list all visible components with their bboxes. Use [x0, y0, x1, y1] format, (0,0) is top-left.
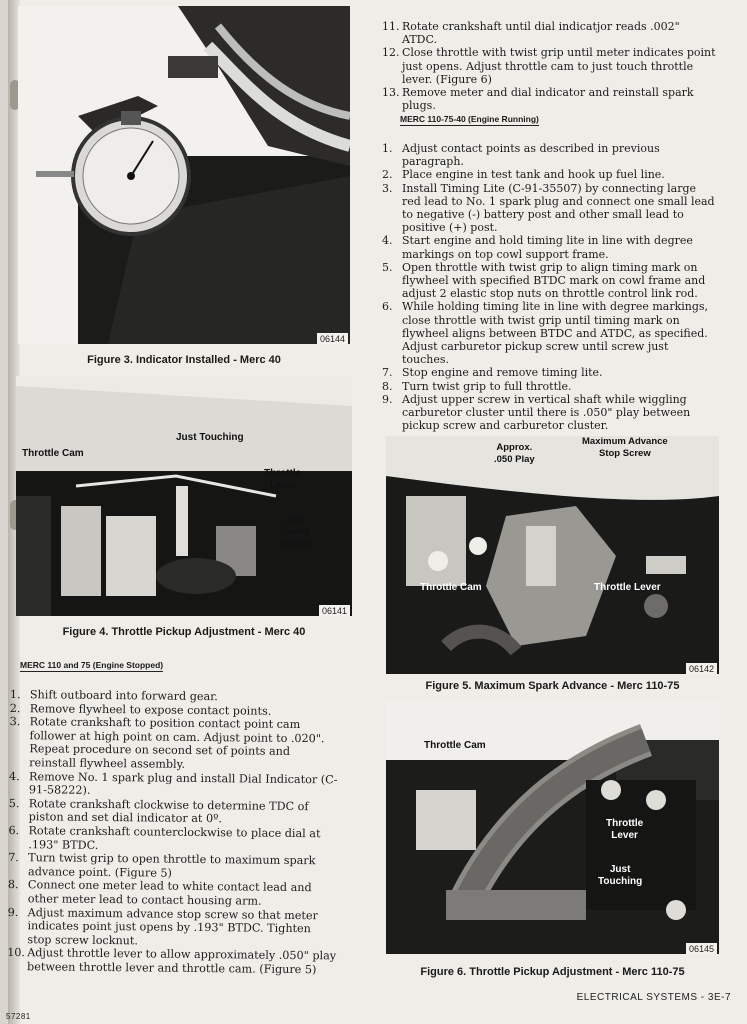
list-item: 2. Place engine in test tank and hook up fuel line. — [382, 168, 665, 182]
callout-throttle-cam: Throttle Cam — [424, 740, 486, 751]
list-item: 2. Remove flywheel to expose contact points. — [9, 701, 272, 718]
list-item: 1. Adjust contact points as described in previous paragraph. — [382, 142, 660, 169]
figure-3-photo — [18, 6, 350, 344]
list-item: 12. Close throttle with twist grip until meter indicates point just opens. Adjust throttle cam to just touch throttle lever. (Figure 6) — [382, 46, 716, 86]
figure-5-photo — [386, 436, 719, 674]
list-item: 6. While holding timing lite in line with degree markings, close throttle with twist grip until timing mark on flywheel aligns between BTDC and ATDC, as specified. Adjust carburetor pickup screw until screw just touches. — [382, 300, 709, 367]
list-item: 11. Rotate crankshaft until dial indicatjor reads .002" ATDC. — [382, 20, 680, 47]
figure-3-code: 06144 — [317, 333, 348, 344]
continued-steps — [382, 20, 718, 112]
list-item: 3. Rotate crankshaft to position contact point cam follower at high point on cam. Adjust point to .020". Repeat procedure on second set of points and reinstall flywheel assembly. — [9, 715, 325, 771]
list-item: 9. Adjust upper screw in vertical shaft while wiggling carburetor cluster until there is .050" play between pickup screw and carburetor cluster. — [382, 392, 691, 433]
callout-throttle-cam: Throttle Cam — [420, 582, 482, 593]
list-item: 4. Remove No. 1 spark plug and install Dial Indicator (C-91-58222). — [9, 769, 338, 798]
list-item: 5. Open throttle with twist grip to align timing mark on flywheel with specified BTDC mark on cowl frame and adjust 2 elastic stop nuts on throttle control link rod. — [382, 260, 706, 301]
callout-throttle-lever: Throttle Lever — [594, 582, 661, 593]
figure-6-code: 06145 — [686, 943, 717, 954]
list-item: 13. Remove meter and dial indicator and reinstall spark plugs. — [382, 86, 694, 113]
engine-running-steps — [382, 142, 718, 432]
callout-throttle-cam: Throttle Cam — [22, 448, 84, 459]
callout-throttle-lever: Throttle Lever — [606, 818, 644, 841]
list-item: 5. Rotate crankshaft clockwise to determine TDC of piston and set dial indicator at 0º. — [8, 796, 309, 826]
list-item: 3. Install Timing Lite (C-91-35507) by connecting large red lead to No. 1 spark plug and connect one small lead to negative (-) battery post and other small lead to positive (+) post. — [382, 181, 715, 235]
figure-4-caption: Figure 4. Throttle Pickup Adjustment - Merc 40 — [62, 626, 306, 638]
list-item: 8. Turn twist grip to full throttle. — [382, 379, 572, 393]
callout-idle-speed-screw: Idle Speed Screw — [280, 514, 311, 549]
list-item: 7. Turn twist grip to open throttle to maximum spark advance point. (Figure 5) — [8, 851, 316, 880]
callout-max-advance-stop-screw: Maximum Advance Stop Screw — [582, 436, 668, 459]
list-item: 1. Shift outboard into forward gear. — [9, 688, 218, 704]
callout-just-touching: Just Touching — [598, 864, 643, 887]
figure-3-caption: Figure 3. Indicator Installed - Merc 40 — [87, 354, 281, 366]
engine-stopped-steps — [7, 688, 340, 977]
section-heading-engine-stopped: MERC 110 and 75 (Engine Stopped) — [20, 660, 164, 670]
list-item: 6. Rotate crankshaft counterclockwise to place dial at .193" BTDC. — [8, 823, 321, 852]
figure-4-photo — [16, 376, 352, 616]
figure-6-photo — [386, 700, 719, 954]
callout-throttle-lever: Throttle Lever — [264, 468, 302, 491]
figure-5-caption: Figure 5. Maximum Spark Advance - Merc 110-75 — [425, 680, 680, 692]
margin-code: 57281 — [6, 1012, 31, 1021]
list-item: 9. Adjust maximum advance stop screw so that meter indicates point just opens by .193" BTDC. Tighten stop screw locknut. — [7, 905, 318, 948]
manual-page — [8, 0, 747, 1024]
list-item: 4. Start engine and hold timing lite in line with degree markings on top cowl support frame. — [382, 234, 693, 261]
page-footer: ELECTRICAL SYSTEMS - 3E-7 — [576, 992, 731, 1003]
callout-just-touching: Just Touching — [176, 432, 244, 443]
list-item: 8. Connect one meter lead to white contact lead and other meter lead to contact housing arm. — [7, 878, 312, 908]
figure-4-code: 06141 — [319, 605, 350, 616]
figure-6-caption: Figure 6. Throttle Pickup Adjustment - Merc 110-75 — [420, 966, 685, 978]
list-item: 7. Stop engine and remove timing lite. — [382, 366, 603, 380]
section-heading-engine-running: MERC 110-75-40 (Engine Running) — [400, 114, 539, 124]
figure-5-code: 06142 — [686, 663, 717, 674]
callout-approx-play: Approx. .050 Play — [494, 442, 535, 465]
list-item: 10. Adjust throttle lever to allow approximately .050" play between throttle lever and throttle cam. (Figure 5) — [7, 946, 337, 977]
